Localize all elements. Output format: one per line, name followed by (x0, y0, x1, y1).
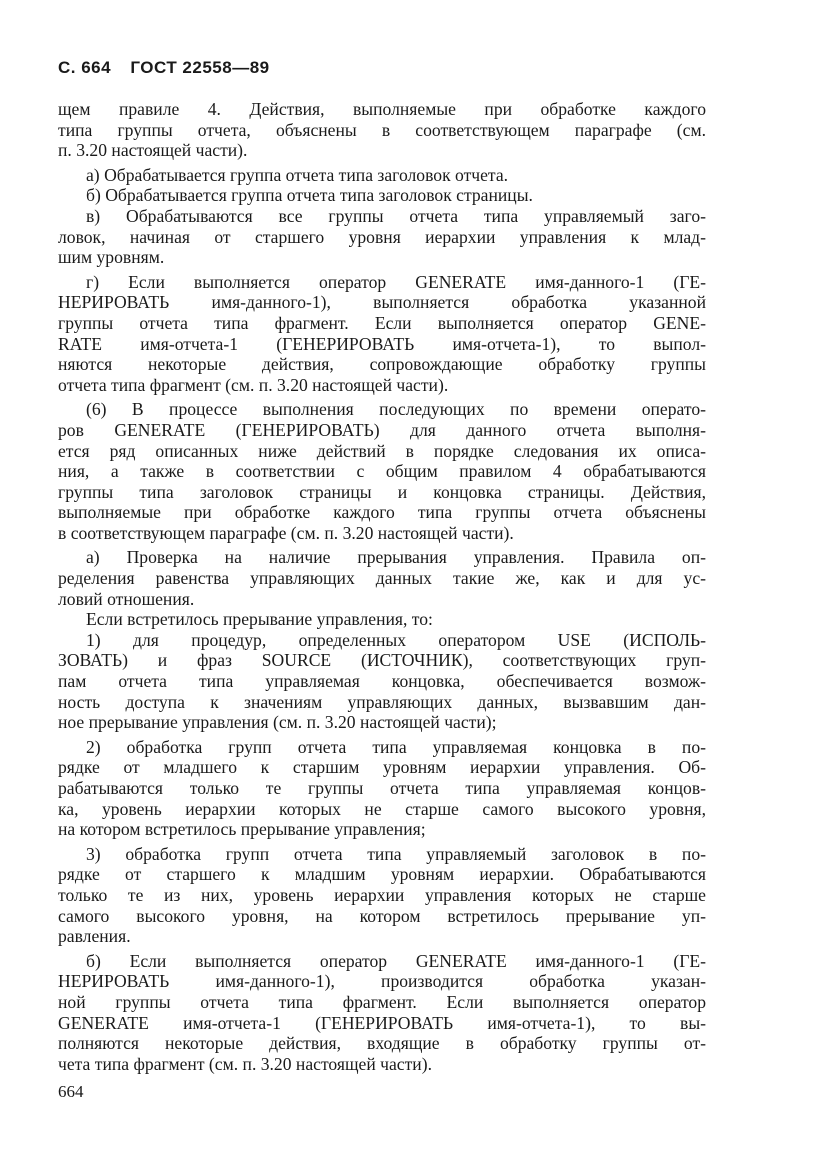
text-line: а) Обрабатывается группа отчета типа заголовок отчета. (86, 164, 509, 185)
text-line: пам отчета типа управляемая концовка, обеспечивается возмож- (58, 671, 706, 692)
body-text (58, 99, 706, 1074)
text-line: Если встретилось прерывание управления, то: (86, 609, 433, 630)
text-line: равления. (58, 926, 131, 947)
text-line: выполняемые при обработке каждого типа группы отчета объяснены (58, 502, 706, 523)
text-line: г) Если выполняется оператор GENERATE имя-данного-1 (ГЕ- (86, 271, 706, 292)
text-line: рядке от старшего к младшим уровням иерархии. Обрабатываются (58, 864, 706, 885)
page-reference: С. 664 (58, 58, 112, 77)
text-line: группы отчета типа фрагмент. Если выполняется оператор GENE- (58, 312, 706, 333)
text-line: отчета типа фрагмент (см. п. 3.20 настоящей части). (58, 374, 449, 395)
text-line: ность доступа к значениям управляющих данных, вызвавшим дан- (58, 691, 706, 712)
text-line: типа группы отчета, объяснены в соответствующем параграфе (см. (58, 119, 706, 140)
page-header (58, 58, 270, 78)
text-line: щем правиле 4. Действия, выполняемые при обработке каждого (58, 99, 706, 119)
text-line: б) Обрабатывается группа отчета типа заголовок страницы. (86, 185, 533, 206)
text-line: чета типа фрагмент (см. п. 3.20 настоящей части). (58, 1053, 432, 1074)
text-line: п. 3.20 настоящей части). (58, 140, 248, 161)
text-line: ЗОВАТЬ) и фраз SOURCE (ИСТОЧНИК), соответствующих груп- (58, 650, 706, 671)
text-line: ка, уровень иерархии которых не старше самого высокого уровня, (58, 798, 706, 819)
text-line: рядке от младшего к старшим уровням иерархии управления. Об- (58, 757, 706, 778)
text-line: ной группы отчета типа фрагмент. Если выполняется оператор (58, 991, 706, 1012)
text-line: RATE имя-отчета-1 (ГЕНЕРИРОВАТЬ имя-отчета-1), то выпол- (58, 333, 706, 354)
text-line: полняются некоторые действия, входящие в обработку группы от- (58, 1033, 706, 1054)
standard-designation: ГОСТ 22558—89 (130, 58, 270, 77)
text-line: ловий отношения. (58, 588, 195, 609)
text-line: няются некоторые действия, сопровождающие обработку группы (58, 354, 706, 375)
text-line: а) Проверка на наличие прерывания управления. Правила оп- (86, 547, 706, 568)
text-line: (6) В процессе выполнения последующих по времени операто- (86, 399, 706, 420)
text-line: ределения равенства управляющих данных такие же, как и для ус- (58, 568, 706, 589)
text-line: GENERATE имя-отчета-1 (ГЕНЕРИРОВАТЬ имя-отчета-1), то вы- (58, 1012, 706, 1033)
text-line: НЕРИРОВАТЬ имя-данного-1), выполняется обработка указанной (58, 292, 706, 313)
text-line: самого высокого уровня, на котором встретилось прерывание уп- (58, 905, 706, 926)
text-line: в соответствующем параграфе (см. п. 3.20 настоящей части). (58, 522, 514, 543)
text-line: ловок, начиная от старшего уровня иерархии управления к млад- (58, 226, 706, 247)
text-line: только те из них, уровень иерархии управления которых не старше (58, 884, 706, 905)
text-line: 2) обработка групп отчета типа управляемая концовка в по- (86, 736, 706, 757)
text-line: ное прерывание управления (см. п. 3.20 настоящей части); (58, 712, 497, 733)
text-line: рабатываются только те группы отчета типа управляемая концов- (58, 778, 706, 798)
text-line: шим уровням. (58, 247, 165, 268)
text-line: б) Если выполняется оператор GENERATE имя-данного-1 (ГЕ- (86, 950, 706, 971)
text-line: 1) для процедур, определенных оператором USE (ИСПОЛЬ- (86, 629, 706, 650)
text-line: группы типа заголовок страницы и концовка страницы. Действия, (58, 481, 706, 502)
text-line: ется ряд описанных ниже действий в порядке следования их описа- (58, 440, 706, 461)
text-line: НЕРИРОВАТЬ имя-данного-1), производится обработка указан- (58, 971, 706, 992)
text-line: 3) обработка групп отчета типа управляемый заголовок в по- (86, 843, 706, 864)
text-line: в) Обрабатываются все группы отчета типа управляемый заго- (86, 205, 706, 226)
page-number: 664 (58, 1082, 84, 1101)
text-line: ров GENERATE (ГЕНЕРИРОВАТЬ) для данного отчета выполня- (58, 419, 706, 440)
text-line: ния, а также в соответствии с общим правилом 4 обрабатываются (58, 461, 706, 482)
text-line: на котором встретилось прерывание управления; (58, 819, 426, 840)
